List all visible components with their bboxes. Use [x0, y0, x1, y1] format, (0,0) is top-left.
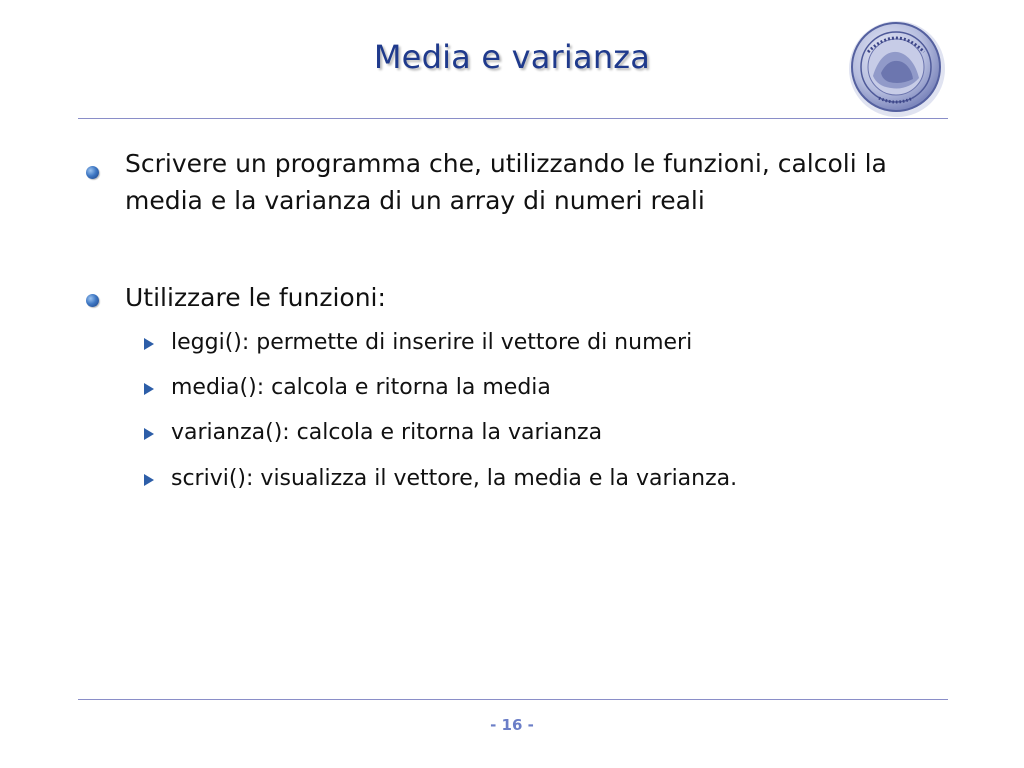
triangle-bullet-icon: [144, 428, 154, 440]
sub-bullet-text: scrivi(): visualizza il vettore, la media e la varianza.: [171, 466, 738, 491]
sub-bullet-text: varianza(): calcola e ritorna la varianza: [171, 420, 603, 445]
bullet-dot-icon: [86, 294, 99, 307]
sub-bullet-text: leggi(): permette di inserire il vettore di numeri: [171, 330, 693, 355]
bottom-divider: [78, 699, 948, 700]
politecnico-milano-seal-logo: [846, 18, 948, 120]
bullet-dot-icon: [86, 166, 99, 179]
triangle-bullet-icon: [144, 383, 154, 395]
top-divider: [78, 118, 948, 119]
slide-title: Media e varianza: [373, 38, 651, 76]
bullet-text: Scrivere un programma che, utilizzando le funzioni, calcoli la media e la varianza di un array di numeri reali: [125, 149, 887, 215]
triangle-bullet-icon: [144, 474, 154, 486]
sub-bullet-text: media(): calcola e ritorna la media: [171, 375, 551, 400]
page-number: - 16 -: [490, 716, 534, 734]
bullet-text: Utilizzare le funzioni:: [125, 283, 386, 312]
triangle-bullet-icon: [144, 338, 154, 350]
